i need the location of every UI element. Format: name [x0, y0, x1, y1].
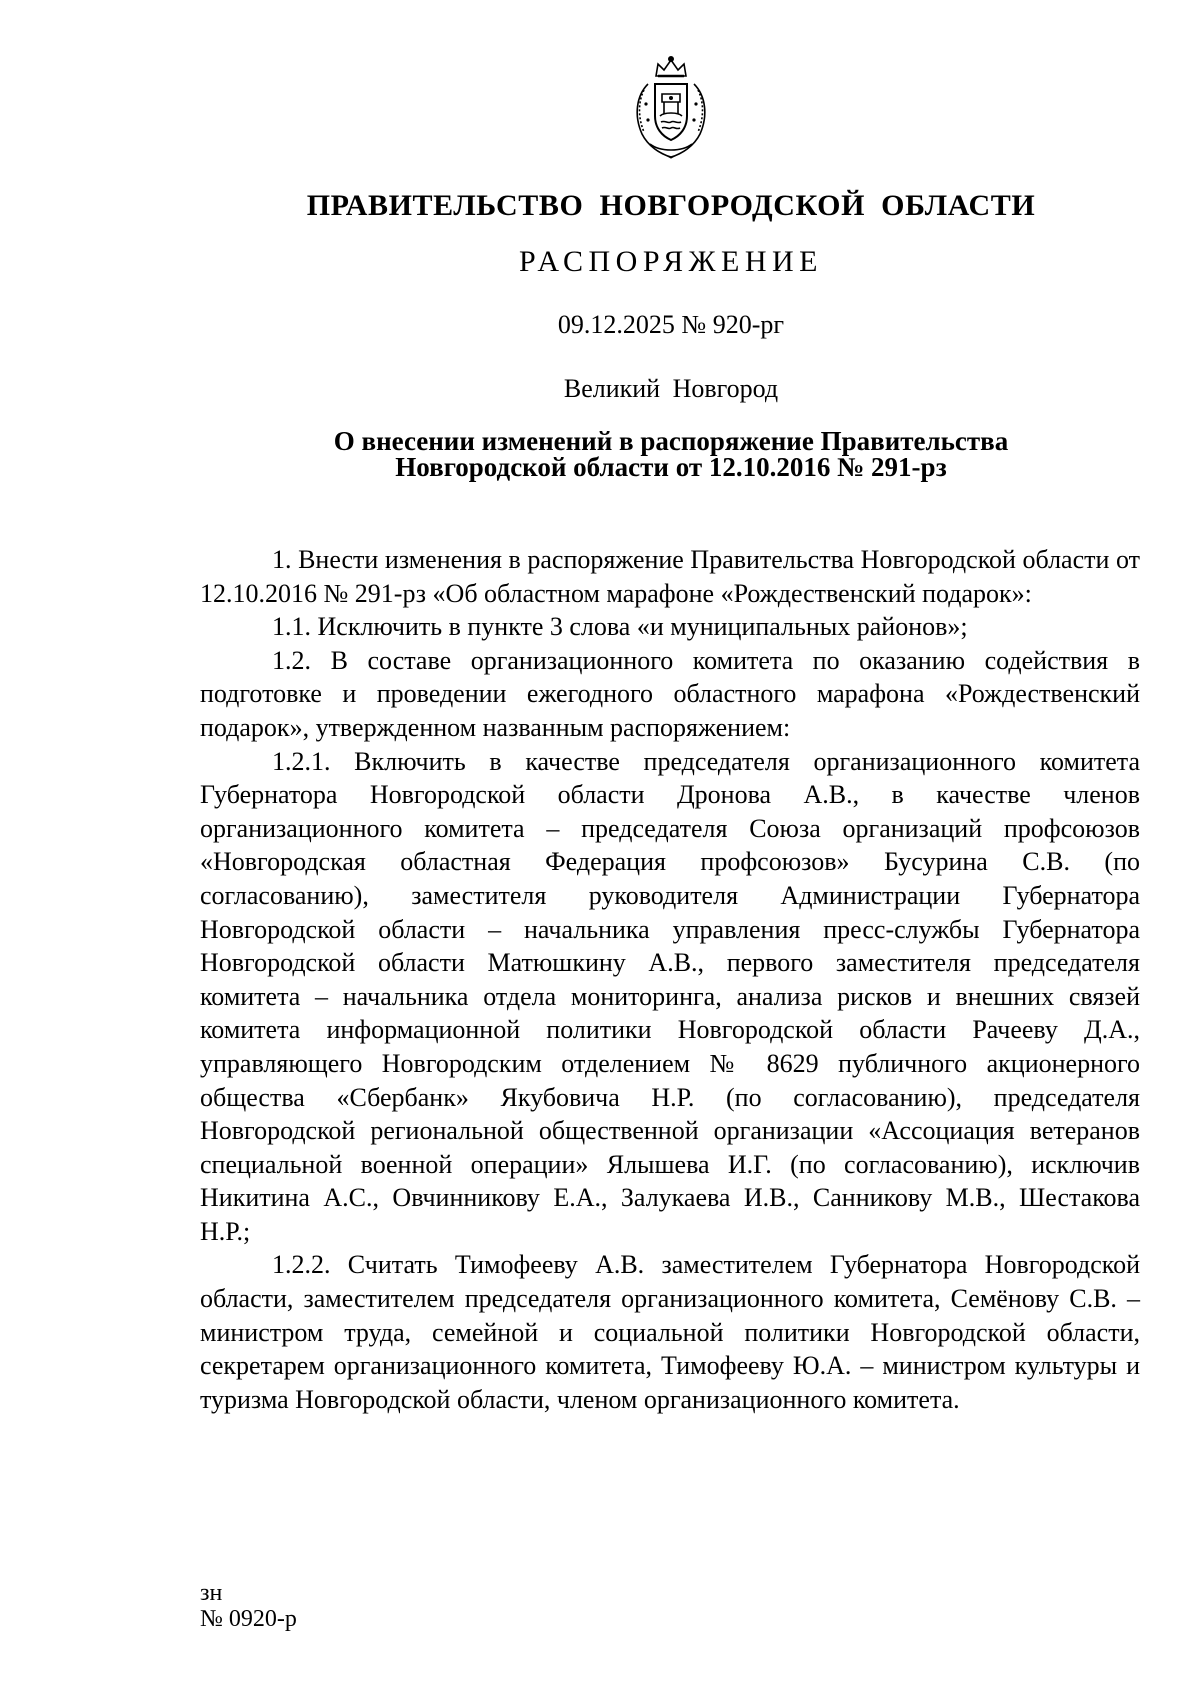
paragraph-1-1: 1.1. Исключить в пункте 3 слова «и муниципальных районов»; [272, 612, 968, 642]
footer-initials: зн [200, 1580, 223, 1606]
city-name: Великий Новгород [563, 374, 779, 403]
subject-line-1: О внесении изменений в распоряжение Правительства [333, 426, 1009, 456]
coat-of-arms-icon [628, 54, 714, 160]
footer-doc-code: № 0920-р [200, 1606, 297, 1632]
document-body [200, 543, 1140, 1416]
paragraph-1-2: 1.2. В составе организационного комитета по оказанию содействия в подготовке и проведении ежегодного областного марафона «Рождественский подарок», утвержденном названным распоряжением: [200, 645, 1140, 742]
paragraph-1: 1. Внести изменения в распоряжение Правительства Новгородской области от 12.10.2016 № 291-рз «Об областном марафоне «Рождественский подарок»: [200, 545, 1140, 608]
organization-title: ПРАВИТЕЛЬСТВО НОВГОРОДСКОЙ ОБЛАСТИ [306, 189, 1036, 222]
footer-code [200, 1580, 297, 1632]
paragraph-1-2-1: 1.2.1. Включить в качестве председателя организационного комитета Губернатора Новгородской области Дронова А.В., в качестве членов организационного комитета – председателя Союза организаций профсоюзов «Новгородская областная Федерация профсоюзов» Бусурина С.В. (по согласованию), заместителя руководителя Администрации Губернатора Новгородской области – начальника управления пресс-службы Губернатора Новгородской области Матюшкину А.В., первого заместителя председателя комитета – начальника отдела мониторинга, анализа рисков и внешних связей комитета информационной политики Новгородской области Рачееву Д.А., управляющего Новгородским отделением № 8629 публичного акционерного общества «Сбербанк» Якубовича Н.Р. (по согласованию), председателя Новгородской региональной общественной организации «Ассоциация ветеранов специальной военной операции» Ялышева И.Г. (по согласованию), исключив Никитина А.С., Овчинникову Е.А., Залукаева И.В., Санникову М.В., Шестакова Н.Р.; [200, 746, 1140, 1246]
document-type: РАСПОРЯЖЕНИЕ [518, 245, 824, 278]
subject-line-2: Новгородской области от 12.10.2016 № 291-рз [395, 452, 947, 482]
document-date-number: 09.12.2025 № 920-рг [557, 310, 785, 339]
paragraph-1-2-2: 1.2.2. Считать Тимофееву А.В. заместителем Губернатора Новгородской области, заместителем председателя организационного комитета, Семёнову С.В. – министром труда, семейной и социальной политики Новгородской области, секретарем организационного комитета, Тимофееву Ю.А. – министром культуры и туризма Новгородской области, членом организационного комитета. [200, 1250, 1140, 1414]
document-subject [0, 428, 1200, 480]
